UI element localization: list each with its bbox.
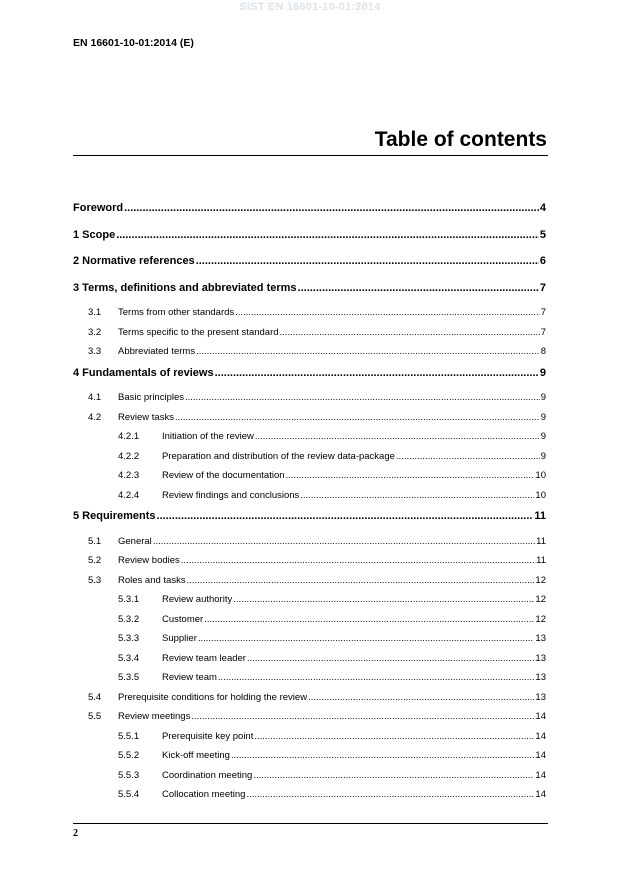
footer-divider <box>73 823 548 824</box>
toc-entry[interactable] <box>73 552 546 572</box>
toc-entry-label: Terms from other standards <box>118 307 235 318</box>
toc-entry-label: Abbreviated terms <box>118 346 196 357</box>
toc-entry-number: 5.3.3 <box>118 633 140 644</box>
dot-leader <box>191 708 534 726</box>
toc-entry-number: 5.5.3 <box>118 769 140 781</box>
toc-entry[interactable] <box>73 650 546 670</box>
toc-entry-label: Prerequisite key point <box>162 730 254 742</box>
toc-entry-number: 5.3.4 <box>118 652 140 664</box>
toc-entry-page: 13 <box>535 691 546 703</box>
dot-leader <box>218 669 535 687</box>
toc-entry-label: 1 Scope <box>73 228 116 241</box>
toc-entry-page: 13 <box>535 652 546 664</box>
toc-entry-page: 14 <box>535 730 546 742</box>
toc-entry-page: 9 <box>540 411 546 423</box>
toc-entry[interactable] <box>73 611 546 631</box>
toc-entry-page: 7 <box>540 326 546 338</box>
dot-leader <box>124 198 539 218</box>
toc-entry-page: 8 <box>540 346 546 357</box>
dot-leader <box>233 591 534 609</box>
toc-entry-number: 5.5.1 <box>118 730 140 742</box>
toc-entry-label: Supplier <box>162 633 197 644</box>
table-of-contents <box>73 198 546 806</box>
toc-entry[interactable] <box>73 198 546 225</box>
toc-entry[interactable] <box>73 251 546 278</box>
toc-entry-number: 5.3.5 <box>118 672 140 683</box>
toc-entry-number: 4.2.2 <box>118 450 140 462</box>
toc-entry-page: 10 <box>535 489 546 501</box>
toc-entry[interactable] <box>73 225 546 252</box>
toc-entry[interactable] <box>73 669 546 689</box>
watermark: SIST EN 16601-10-01:2014 <box>239 1 381 13</box>
dot-leader <box>286 467 535 485</box>
toc-entry-label: Prerequisite conditions for holding the review <box>118 691 308 703</box>
toc-entry[interactable] <box>73 767 546 787</box>
dot-leader <box>235 304 540 322</box>
toc-entry[interactable] <box>73 304 546 324</box>
toc-entry-number: 4.2.3 <box>118 470 140 481</box>
toc-entry-label: Basic principles <box>118 392 184 403</box>
document-id: EN 16601-10-01:2014 (E) <box>73 37 194 49</box>
toc-entry-page: 11 <box>536 555 546 566</box>
toc-entry[interactable] <box>73 533 546 553</box>
dot-leader <box>255 428 540 446</box>
toc-entry[interactable] <box>73 487 546 507</box>
toc-entry-page: 4 <box>539 202 546 214</box>
toc-entry-label: Review authority <box>162 594 233 605</box>
toc-entry-label: Review team leader <box>162 652 246 664</box>
toc-entry-label: Preparation and distribution of the review data-package <box>162 450 395 462</box>
toc-entry[interactable] <box>73 630 546 650</box>
toc-entry-number: 5.4 <box>88 691 102 703</box>
toc-entry-label: 3 Terms, definitions and abbreviated terms <box>73 281 297 294</box>
toc-entry-page: 7 <box>540 307 546 318</box>
toc-entry-label: Review bodies <box>118 555 180 566</box>
toc-entry-page: 7 <box>539 281 546 294</box>
toc-entry[interactable] <box>73 506 546 533</box>
toc-entry[interactable] <box>73 467 546 487</box>
toc-entry-label: Kick-off meeting <box>162 750 230 761</box>
toc-entry-page: 13 <box>535 633 546 644</box>
toc-entry-page: 12 <box>535 613 546 625</box>
toc-entry[interactable] <box>73 428 546 448</box>
toc-entry-number: 4.2.1 <box>118 431 140 442</box>
toc-entry-label: 5 Requirements <box>73 510 156 522</box>
toc-entry-page: 12 <box>535 594 546 605</box>
toc-entry-page: 9 <box>539 366 546 379</box>
dot-leader <box>280 324 540 342</box>
toc-entry[interactable] <box>73 343 546 363</box>
toc-entry-label: 2 Normative references <box>73 255 195 267</box>
toc-entry-page: 12 <box>535 574 546 586</box>
toc-entry-page: 10 <box>535 470 546 481</box>
toc-entry-label: Review findings and conclusions <box>162 489 300 501</box>
toc-entry-page: 11 <box>534 510 546 522</box>
toc-entry[interactable] <box>73 278 546 305</box>
dot-leader <box>198 630 535 648</box>
toc-entry-label: Collocation meeting <box>162 789 246 800</box>
toc-entry-number: 4.1 <box>88 392 102 403</box>
toc-entry-label: Review team <box>162 672 217 683</box>
toc-entry-label: Customer <box>162 613 204 625</box>
dot-leader <box>253 767 534 785</box>
toc-entry-number: 5.5 <box>88 711 102 722</box>
toc-entry-number: 4.2.4 <box>118 489 140 501</box>
dot-leader <box>396 448 540 466</box>
toc-entry-label: Initiation of the review <box>162 431 254 442</box>
dot-leader <box>175 409 540 427</box>
toc-entry[interactable] <box>73 409 546 429</box>
dot-leader <box>308 689 534 707</box>
toc-entry[interactable] <box>73 591 546 611</box>
toc-entry-label: Foreword <box>73 202 124 214</box>
toc-entry-page: 9 <box>540 392 546 403</box>
toc-entry-label: 4 Fundamentals of reviews <box>73 366 214 379</box>
dot-leader <box>116 225 539 245</box>
toc-entry[interactable] <box>73 728 546 748</box>
toc-entry-number: 5.3 <box>88 574 102 586</box>
dot-leader <box>153 533 535 551</box>
dot-leader <box>300 487 534 505</box>
dot-leader <box>215 363 539 383</box>
toc-entry-label: Review meetings <box>118 711 191 722</box>
toc-entry-label: Review of the documentation <box>162 470 285 481</box>
toc-entry[interactable] <box>73 747 546 767</box>
toc-entry[interactable] <box>73 786 546 806</box>
toc-entry-page: 9 <box>540 450 546 462</box>
dot-leader <box>185 389 540 407</box>
toc-entry-number: 3.2 <box>88 326 102 338</box>
toc-entry-page: 14 <box>535 750 546 761</box>
dot-leader <box>204 611 534 629</box>
toc-entry[interactable] <box>73 448 546 468</box>
dot-leader <box>157 506 534 526</box>
toc-entry[interactable] <box>73 324 546 344</box>
dot-leader <box>196 343 540 361</box>
title-divider <box>73 155 548 156</box>
toc-entry-number: 5.3.1 <box>118 594 140 605</box>
dot-leader <box>298 278 539 298</box>
toc-entry[interactable] <box>73 389 546 409</box>
toc-entry-number: 3.1 <box>88 307 102 318</box>
toc-entry-page: 9 <box>540 431 546 442</box>
toc-entry-label: Coordination meeting <box>162 769 253 781</box>
toc-entry[interactable] <box>73 363 546 390</box>
toc-entry-number: 3.3 <box>88 346 102 357</box>
toc-entry-page: 6 <box>539 255 546 267</box>
toc-entry[interactable] <box>73 708 546 728</box>
toc-entry-label: Roles and tasks <box>118 574 186 586</box>
toc-entry-page: 13 <box>535 672 546 683</box>
toc-entry-label: Terms specific to the present standard <box>118 326 279 338</box>
page-number: 2 <box>73 828 78 839</box>
toc-entry-number: 5.2 <box>88 555 102 566</box>
page-title: Table of contents <box>374 128 547 151</box>
dot-leader <box>247 650 534 668</box>
toc-entry-page: 14 <box>535 769 546 781</box>
toc-entry-number: 5.3.2 <box>118 613 140 625</box>
toc-entry[interactable] <box>73 689 546 709</box>
toc-entry-page: 11 <box>536 535 546 547</box>
dot-leader <box>181 552 535 570</box>
toc-entry-number: 5.5.2 <box>118 750 140 761</box>
dot-leader <box>196 251 539 271</box>
toc-entry-label: General <box>118 535 152 547</box>
dot-leader <box>187 572 535 590</box>
dot-leader <box>254 728 534 746</box>
toc-entry-page: 14 <box>535 789 546 800</box>
toc-entry-number: 4.2 <box>88 411 102 423</box>
toc-entry[interactable] <box>73 572 546 592</box>
toc-entry-number: 5.1 <box>88 535 102 547</box>
dot-leader <box>246 786 534 804</box>
dot-leader <box>231 747 534 765</box>
toc-entry-label: Review tasks <box>118 411 174 423</box>
toc-entry-number: 5.5.4 <box>118 789 140 800</box>
toc-entry-page: 14 <box>535 711 546 722</box>
toc-entry-page: 5 <box>539 228 546 241</box>
